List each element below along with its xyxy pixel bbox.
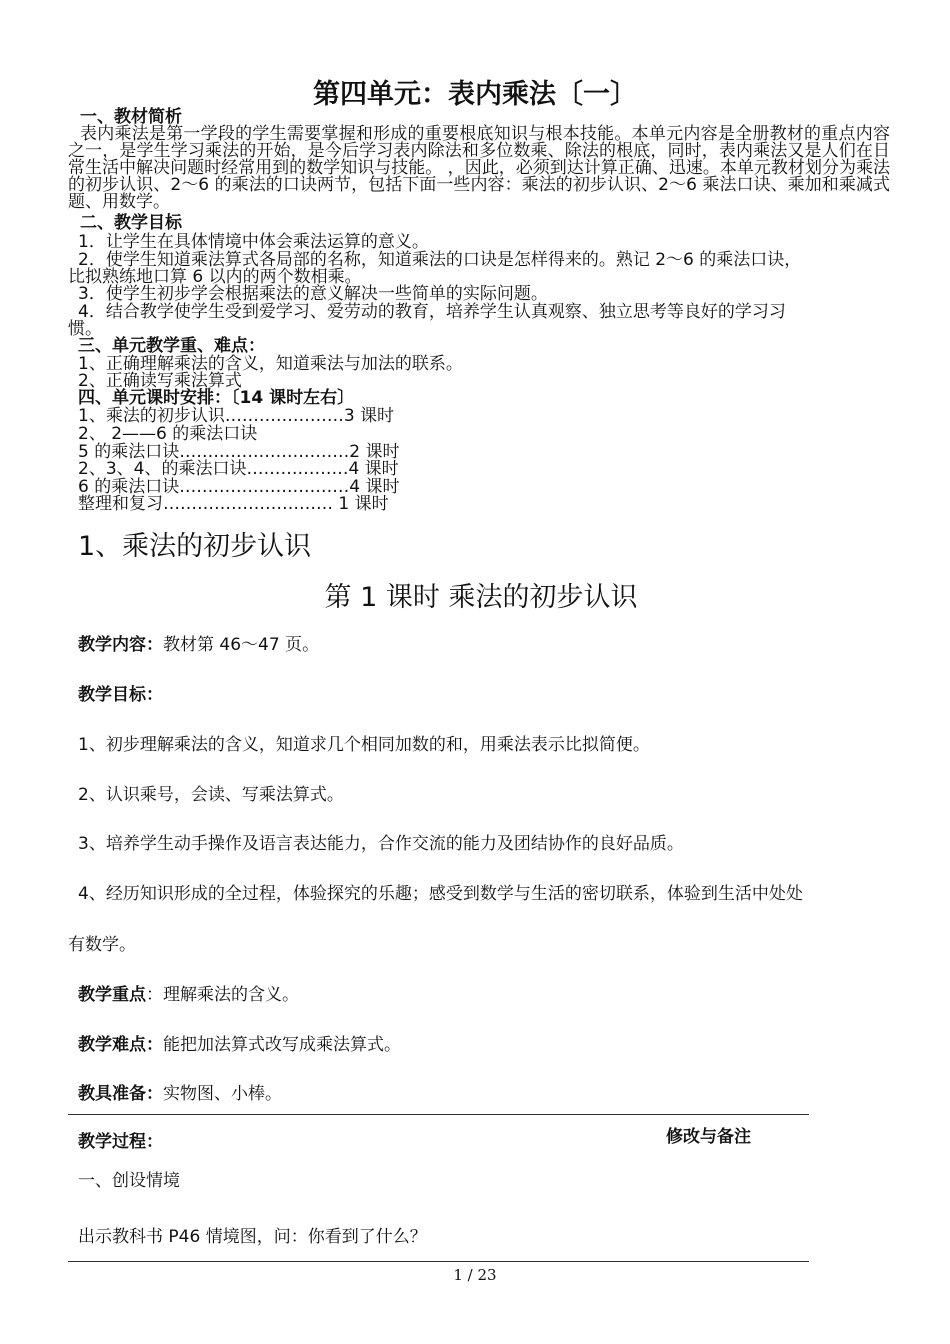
teaching-tools: 教具准备：实物图、小棒。 bbox=[78, 1084, 282, 1104]
table-top-rule bbox=[68, 1114, 809, 1115]
notes-label: 修改与备注 bbox=[666, 1127, 751, 1147]
schedule-item: 1、乘法的初步认识…………………3 课时 bbox=[78, 406, 395, 426]
keypoint-item: 2、正确读写乘法算式 bbox=[78, 371, 242, 391]
goal-item: 比拟熟练地口算 6 以内的两个数相乘。 bbox=[68, 267, 362, 287]
process-step: 一、创设情境 bbox=[78, 1171, 180, 1191]
section3-heading: 三、单元教学重、难点： bbox=[78, 336, 265, 356]
section4-heading: 四、单元课时安排：〔14 课时左右〕 bbox=[78, 388, 355, 408]
teaching-difficulty: 教学难点：能把加法算式改写成乘法算式。 bbox=[78, 1035, 401, 1055]
teaching-key-point: 教学重点：理解乘法的含义。 bbox=[78, 985, 299, 1005]
goal-item: 4．结合教学使学生受到爱学习、爱劳动的教育，培养学生认真观察、独立思考等良好的学习习 bbox=[78, 302, 786, 322]
lesson-goal: 3、培养学生动手操作及语言表达能力，合作交流的能力及团结协作的良好品质。 bbox=[78, 834, 684, 854]
chapter-heading: 1、乘法的初步认识 bbox=[78, 531, 312, 562]
section2-heading: 二、教学目标 bbox=[80, 213, 182, 233]
section1-heading: 一、教材简析 bbox=[80, 107, 182, 127]
keypoint-item: 1、正确理解乘法的含义，知道乘法与加法的联系。 bbox=[78, 354, 463, 374]
document-title: 第四单元：表内乘法〔一〕 bbox=[313, 79, 637, 110]
lesson-goal: 2、认识乘号，会读、写乘法算式。 bbox=[78, 785, 344, 805]
goal-item: 惯。 bbox=[68, 319, 102, 339]
process-step-text: 出示教科书 P46 情境图，问：你看到了什么？ bbox=[78, 1227, 427, 1247]
schedule-item: 5 的乘法口诀…………………………2 课时 bbox=[78, 442, 400, 462]
teaching-goals-label: 教学目标： bbox=[78, 685, 163, 705]
section1-paragraph: 表内乘法是第一学段的学生需要掌握和形成的重要根底知识与根本技能。本单元内容是全册教材的重点内容之一，是学生学习乘法的开始，是今后学习表内除法和多位数乘、除法的根底，同时，表内乘法又是人们在日常生活中解决问题时经常用到的数学知识与技能。 ，因此，必须到达计算正确、迅速。本单元教材划分为乘法的初步认识、2～6 的乘法的口诀两节，包括下面一些内容：乘法的初步认识、2～6 乘法口诀、乘加和乘减式题、用数学。 bbox=[68, 124, 890, 212]
lesson-goal: 有数学。 bbox=[68, 935, 136, 955]
goal-item: 2．使学生知道乘法算式各局部的名称，知道乘法的口诀是怎样得来的。熟记 2～6 的乘法口诀， bbox=[78, 250, 802, 270]
teaching-content: 教学内容：教材第 46～47 页。 bbox=[78, 635, 320, 655]
goal-item: 1．让学生在具体情境中体会乘法运算的意义。 bbox=[78, 232, 429, 252]
schedule-item: 2、3、4、的乘法口诀………………4 课时 bbox=[78, 459, 399, 479]
schedule-item: 整理和复习………………………… 1 课时 bbox=[78, 494, 389, 514]
table-bottom-rule bbox=[68, 1261, 809, 1262]
process-label: 教学过程： bbox=[78, 1132, 163, 1152]
schedule-item: 6 的乘法口诀…………………………4 课时 bbox=[78, 477, 400, 497]
lesson-title: 第 1 课时 乘法的初步认识 bbox=[324, 582, 638, 613]
schedule-item: 2、 2——6 的乘法口诀 bbox=[78, 424, 258, 444]
goal-item: 3．使学生初步学会根据乘法的意义解决一些简单的实际问题。 bbox=[78, 284, 548, 304]
page-indicator: 1 / 23 bbox=[453, 1266, 497, 1284]
lesson-goal: 4、经历知识形成的全过程，体验探究的乐趣；感受到数学与生活的密切联系，体验到生活中处处 bbox=[78, 884, 803, 904]
lesson-goal: 1、初步理解乘法的含义，知道求几个相同加数的和，用乘法表示比拟简便。 bbox=[78, 735, 650, 755]
